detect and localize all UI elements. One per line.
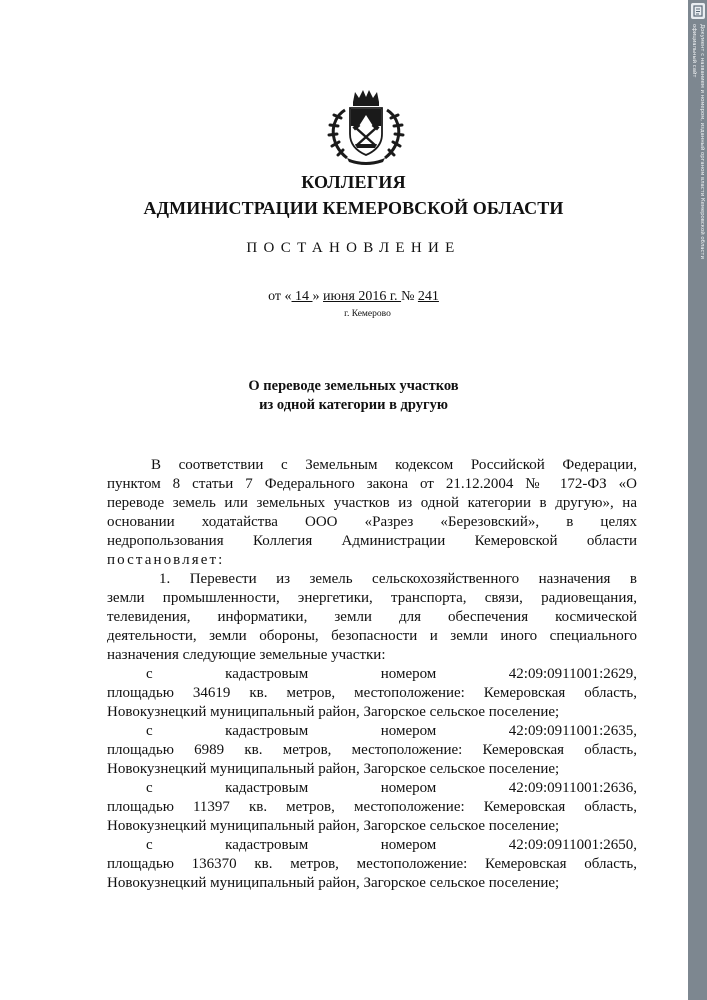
city-label: г. Кемерово [344, 309, 391, 319]
body-line: недропользования Коллегия Администрации Кемеровской области [107, 533, 637, 549]
document-type: ПОСТАНОВЛЕНИЕ [246, 240, 461, 256]
date-month-year: июня 2016 г. [323, 289, 402, 304]
side-panel-text-line1: Документ с названием и номером, изданный органом власти Кемеровской области [699, 24, 705, 259]
kemerovo-coat-of-arms-icon [323, 88, 409, 166]
body-line: Новокузнецкий муниципальный район, Загорское сельское поселение; [107, 818, 560, 834]
body-line: 1. Перевести из земель сельскохозяйственного назначения в [159, 571, 637, 587]
date-day: 14 [291, 289, 313, 304]
body-line: с кадастровым номером 42:09:0911001:2636, [146, 780, 637, 796]
body-line: В соответствии с Земельным кодексом Российской Федерации, [151, 457, 637, 473]
body-line: с кадастровым номером 42:09:0911001:2629, [146, 666, 637, 682]
body-line: с кадастровым номером 42:09:0911001:2650, [146, 837, 637, 853]
body-line: площадью 11397 кв. метров, местоположение: Кемеровская область, [107, 799, 637, 815]
document-logo-icon [691, 3, 705, 19]
body-line: телевидения, информатики, земли для обеспечения космической [107, 609, 637, 625]
number-label: № [401, 289, 418, 304]
body-line: назначения следующие земельные участки: [107, 647, 386, 663]
body-line: Новокузнецкий муниципальный район, Загорское сельское поселение; [107, 761, 560, 777]
body-line: площадью 136370 кв. метров, местоположение: Кемеровская область, [107, 856, 637, 872]
body-line: площадью 34619 кв. метров, местоположение: Кемеровская область, [107, 685, 637, 701]
body-line: пунктом 8 статьи 7 Федерального закона от 21.12.2004 № 172-ФЗ «О [107, 476, 637, 492]
body-line: Новокузнецкий муниципальный район, Загорское сельское поселение; [107, 875, 560, 891]
org-name-line2: АДМИНИСТРАЦИИ КЕМЕРОВСКОЙ ОБЛАСТИ [143, 198, 564, 218]
date-number-line [0, 289, 707, 305]
body-line: основании ходатайства ООО «Разрез «Березовский», в целях [107, 514, 637, 530]
body-line: переводе земель или земельных участков из одной категории в другую», на [107, 495, 637, 511]
side-panel-text-line2: официальный сайт [691, 24, 697, 78]
date-mid: » [312, 289, 324, 304]
body-line: земли промышленности, энергетики, транспорта, связи, радиовещания, [107, 590, 637, 606]
body-line: с кадастровым номером 42:09:0911001:2635, [146, 723, 637, 739]
document-number: 241 [417, 289, 439, 304]
body-line: деятельности, земли обороны, безопасности и земли иного специального [107, 628, 637, 644]
body-line: постановляет: [107, 552, 225, 568]
body-line: площадью 6989 кв. метров, местоположение: Кемеровская область, [107, 742, 637, 758]
side-panel [688, 0, 707, 1000]
org-name-line1: КОЛЛЕГИЯ [301, 172, 406, 192]
side-panel-text [690, 24, 706, 259]
body-line: Новокузнецкий муниципальный район, Загорское сельское поселение; [107, 704, 560, 720]
document-body [107, 456, 637, 893]
document-title-line2: из одной категории в другую [259, 397, 448, 413]
document-title-line1: О переводе земельных участков [248, 378, 459, 394]
date-prefix: от « [268, 289, 292, 304]
